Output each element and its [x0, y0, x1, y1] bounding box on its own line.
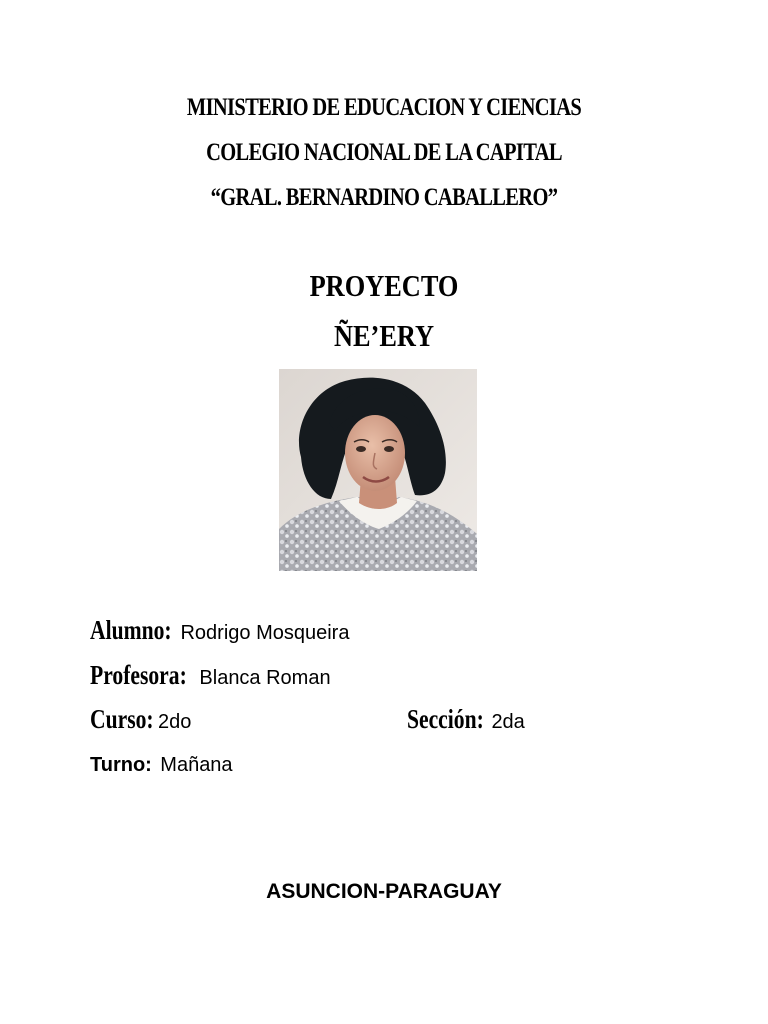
- student-value: Rodrigo Mosqueira: [180, 622, 350, 644]
- school-name-heading: “GRAL. BERNARDINO CABALLERO”: [210, 184, 558, 211]
- project-title: PROYECTO: [309, 268, 459, 303]
- course-label: Curso:: [90, 704, 154, 734]
- teacher-value: Blanca Roman: [199, 667, 331, 689]
- section-field: [407, 703, 525, 740]
- teacher-field: [90, 659, 331, 696]
- location-footer: ASUNCION-PARAGUAY: [266, 880, 502, 903]
- ministry-heading: MINISTERIO DE EDUCACION Y CIENCIAS: [186, 94, 582, 121]
- shift-label: Turno:: [90, 754, 152, 776]
- section-value: 2da: [491, 711, 525, 733]
- student-field: [90, 614, 349, 651]
- shift-field: [90, 749, 233, 783]
- project-name: ÑE’ERY: [333, 318, 435, 353]
- school-heading: COLEGIO NACIONAL DE LA CAPITAL: [206, 139, 562, 166]
- portrait-photo: [279, 369, 477, 571]
- course-field: [90, 703, 191, 740]
- section-label: Sección:: [407, 704, 484, 734]
- teacher-label: Profesora:: [90, 660, 187, 690]
- shift-value: Mañana: [160, 754, 233, 776]
- student-label: Alumno:: [90, 615, 172, 645]
- course-value: 2do: [157, 711, 192, 733]
